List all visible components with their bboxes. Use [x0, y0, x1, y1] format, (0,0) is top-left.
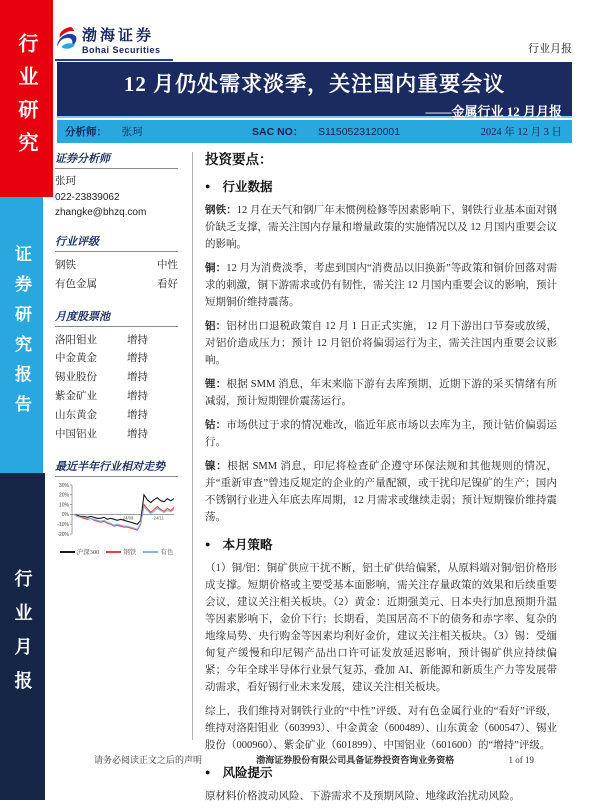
stock-rating: 增持 — [127, 410, 148, 422]
securities-analyst-heading: 证券分析师 — [55, 150, 178, 169]
section-heading-label: 风险提示 — [222, 766, 273, 780]
bullet-icon: ● — [205, 181, 211, 191]
section-heading — [205, 177, 557, 195]
stock-name: 中国铝业 — [55, 428, 97, 440]
analyst-label: 分析师： — [65, 126, 107, 138]
legend-label: 有色 — [160, 548, 174, 556]
svg-text:24/09: 24/09 — [122, 515, 134, 521]
logo-english-name: Bohai Securities — [82, 44, 161, 55]
stock-rating: 增持 — [127, 353, 148, 365]
industry-rating-heading: 行业评级 — [55, 233, 178, 252]
legend-item — [143, 547, 173, 556]
analyst-name: 张珂 — [121, 126, 143, 138]
main-content — [205, 148, 557, 812]
footer-page-number: 1 of 19 — [508, 754, 534, 765]
paragraph: （1）铜/铝：铜矿供应干扰不断，铝土矿供给偏紧，从原料端对铜/铝价格形成支撑。短期价格或主要受基本面影响，需关注存量政策的效果和后续重要会议，建议关注相关板块。（2）黄金：近期强美元、日本央行加息预期升温等因素影响下，金价下行；长期看，美国居高不下的债务和赤字率、复杂的地缘局势、央行购金等因素均利好金价，建议关注相关板块。（3）锡：受缅甸复产缓慢和印尼锡产品出口许可证发放延迟影响，预计锡矿供应持续偏紧；今年全球半导体行业景气复苏，叠加 AI、新能源和新质生产力等发展带动需求，看好锡行业未来发展，建议关注相关板块。 — [205, 563, 557, 693]
footer-qualification: 渤海证券股份有限公司具备证券投资咨询业务资格 — [256, 755, 455, 765]
title-banner — [57, 62, 572, 118]
stock-pool-heading: 月度股票池 — [55, 308, 178, 327]
left-info-panel — [55, 150, 178, 556]
stock-row — [55, 332, 178, 351]
report-section — [205, 535, 557, 754]
rating-name: 有色金属 — [55, 278, 97, 290]
rating-rating: 看好 — [157, 278, 178, 290]
stock-row — [55, 350, 178, 369]
sidebar-securities-research-report-label: 证券研究报告 — [12, 245, 31, 425]
paragraph-lead: 钢铁： — [205, 205, 237, 216]
paragraph: 锂：根据 SMM 消息，年末来临下游有去库预期，近期下游的采买情绪有所减弱，预计短期锂价震荡运行。 — [205, 379, 557, 407]
svg-text:0%: 0% — [61, 512, 69, 519]
stock-row — [55, 407, 178, 426]
stock-pool-rows — [55, 332, 178, 445]
sidebar-industry-research-label: 行业研究 — [15, 32, 37, 165]
paragraph: 钢铁：12 月在天气和钢厂年末惯例检修等因素影响下，钢铁行业基本面对钢价缺乏支撑，需关注国内存量和增量政策的实施情况以及 12 月国内重要会议的影响。 — [205, 205, 558, 250]
legend-line-icon — [60, 551, 75, 553]
sac-number: S1150523120001 — [317, 126, 401, 138]
paragraph: 铝：铝材出口退税政策自 12 月 1 日正式实施， 12 月下游出口节奏或放缓，对铝价造成压力；预计 12 月铝价将偏弱运行为主，需关注国内重要会议影响。 — [205, 321, 558, 366]
rating-row — [55, 276, 178, 295]
stock-row — [55, 369, 178, 388]
relative-trend-chart — [55, 482, 178, 545]
stock-name: 紫金矿业 — [55, 391, 97, 403]
svg-text:10%: 10% — [58, 502, 69, 509]
bullet-icon: ● — [205, 539, 211, 549]
paragraph: 钴：市场供过于求的情况难改，临近年底市场以去库为主，预计钴价偏弱运行。 — [205, 420, 557, 448]
analyst-name-line: 张珂 — [55, 176, 76, 187]
report-section — [205, 763, 557, 805]
sidebar-industry-research — [0, 0, 53, 197]
sidebar-securities-research-report — [0, 197, 43, 473]
paragraph-lead: 铜： — [205, 263, 227, 274]
stock-name: 山东黄金 — [55, 410, 97, 422]
report-type-label: 行业月报 — [528, 43, 572, 55]
paragraph: 镍：根据 SMM 消息，印尼将检查矿企遵守环保法规和其他规则的情况，并“重新审查”曾违反规定的企业的产量配额，或干扰印尼镍矿的生产；国内不锈钢行业进入年底去库周期，12 月需求或继续走弱；预计短期镍价维持震荡。 — [205, 461, 558, 523]
footer-disclaimer: 请务必阅读正文之后的声明 — [94, 755, 203, 765]
stock-row — [55, 388, 178, 407]
logo-chinese-name: 渤海证券 — [82, 28, 155, 45]
stock-rating: 增持 — [127, 372, 148, 384]
legend-line-icon — [143, 551, 158, 553]
legend-label: 钢铁 — [123, 548, 137, 556]
rating-name: 钢铁 — [55, 259, 76, 271]
analyst-email: zhangke@bhzq.com — [55, 206, 147, 218]
svg-text:30%: 30% — [58, 482, 69, 489]
svg-text:-10%: -10% — [57, 521, 69, 528]
sidebar-industry-monthly — [0, 473, 45, 800]
investment-highlights-heading: 投资要点： — [205, 152, 273, 167]
chart-legend — [55, 547, 178, 556]
paragraph: 综上，我们维持对钢铁行业的“中性”评级、对有色金属行业的“看好”评级，维持对洛阳钼业（603993）、中金黄金（600489）、山东黄金（600547）、锡业股份（000960）、紫金矿业（601899）、中国铝业（601600）的“增持”评级。 — [205, 706, 557, 751]
bullet-icon: ● — [205, 767, 211, 777]
relative-trend-heading: 最近半年行业相对走势 — [55, 458, 178, 477]
section-heading-label: 行业数据 — [222, 180, 273, 194]
paragraph-lead: 钴： — [205, 420, 227, 431]
stock-name: 洛阳钼业 — [55, 334, 97, 346]
sidebar-industry-monthly-label: 行业月报 — [12, 568, 33, 705]
stock-name: 锡业股份 — [55, 372, 97, 384]
report-sections — [205, 177, 557, 805]
legend-item — [106, 547, 136, 556]
stock-rating: 增持 — [127, 391, 148, 403]
relative-trend-chart-svg — [55, 482, 176, 540]
report-title: 12 月仍处需求淡季，关注国内重要会议 — [123, 72, 506, 96]
legend-item — [60, 547, 100, 556]
stock-row — [55, 426, 178, 445]
page-footer — [60, 753, 572, 766]
paragraph-lead: 铝： — [205, 321, 227, 332]
svg-text:20%: 20% — [58, 492, 69, 499]
paragraph: 铜：12 月为消费淡季，考虑到国内“消费品以旧换新”等政策和铜价回落对需求的刺激，铜下游需求或仍有韧性，需关注 12 月国内重要会议的影响，预计短期铜价维持震荡。 — [205, 263, 557, 308]
company-logo — [55, 26, 173, 61]
report-section — [205, 177, 557, 526]
stock-rating: 增持 — [127, 334, 148, 346]
legend-line-icon — [106, 551, 121, 553]
section-heading — [205, 535, 557, 553]
analyst-info-bar — [57, 120, 572, 143]
stock-name: 中金黄金 — [55, 353, 97, 365]
stock-rating: 增持 — [127, 428, 148, 440]
report-subtitle: ——金属行业 12 月月报 — [425, 104, 562, 119]
rating-rows — [55, 257, 178, 295]
paragraph-lead: 镍： — [205, 461, 228, 472]
svg-text:-20%: -20% — [57, 531, 69, 538]
rating-rating: 中性 — [157, 259, 178, 271]
legend-label: 沪深300 — [76, 548, 100, 556]
report-date: 2024 年 12 月 3 日 — [480, 127, 562, 138]
paragraph-lead: 锂： — [205, 379, 227, 390]
section-heading-label: 本月策略 — [222, 538, 273, 552]
logo-swoosh-icon — [55, 26, 79, 57]
sac-label: SAC NO： — [252, 126, 304, 138]
analyst-phone: 022-23839062 — [55, 191, 120, 203]
paragraph: 原材料价格波动风险、下游需求不及预期风险、地缘政治扰动风险。 — [205, 791, 520, 802]
rating-row — [55, 257, 178, 276]
svg-text:24/11: 24/11 — [153, 515, 164, 521]
column-divider — [192, 152, 193, 740]
